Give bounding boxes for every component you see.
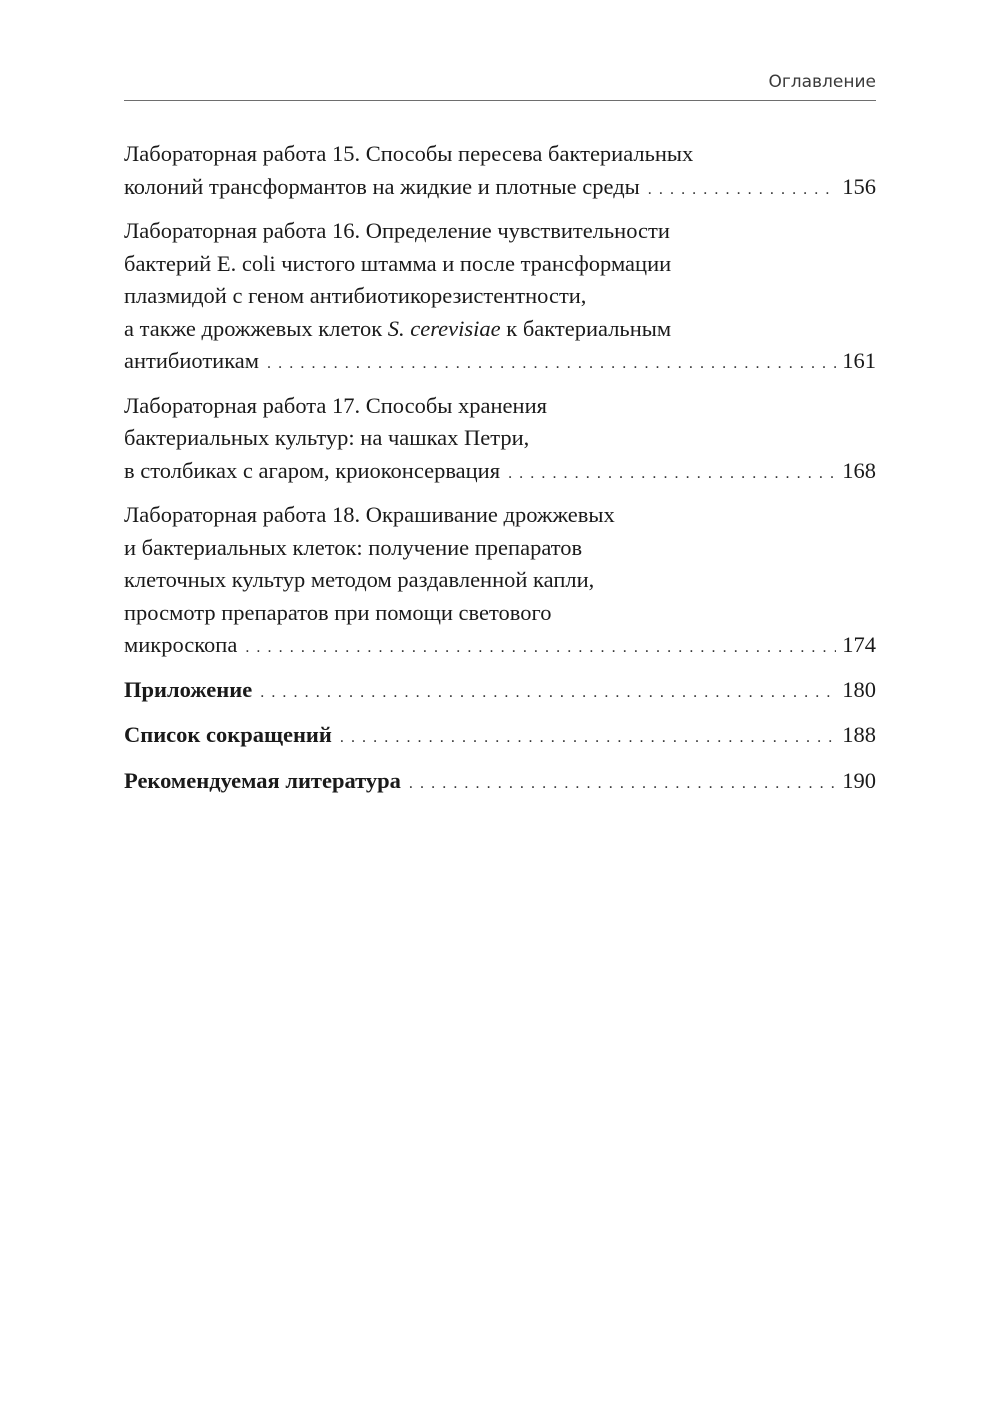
- toc-entry-title-end: микроскопа: [124, 632, 238, 657]
- toc-entry-last-line: [124, 765, 876, 798]
- toc-entry-line: плазмидой с геном антибиотикорезистентности,: [124, 283, 587, 308]
- toc-entry-lab-16[interactable]: [124, 215, 876, 378]
- table-of-contents: [124, 138, 876, 810]
- toc-entry-line: и бактериальных клеток: получение препаратов: [124, 534, 583, 560]
- toc-entry-line: Лабораторная работа 15. Способы пересева бактериальных: [124, 141, 694, 166]
- toc-entry-line: Лабораторная работа 16. Определение чувствительности: [124, 218, 670, 243]
- toc-entry-last-line: [124, 719, 876, 752]
- toc-entry-title-end: в столбиках с агаром, криоконсервация: [124, 457, 501, 483]
- toc-entry-appendix[interactable]: [124, 674, 876, 707]
- toc-entry-last-line: [124, 629, 876, 662]
- toc-entry-line: Лабораторная работа 17. Способы хранения: [124, 392, 547, 418]
- toc-entry-text: а также дрожжевых клеток: [124, 315, 383, 341]
- page-number: 190: [842, 767, 876, 793]
- running-head-title: Оглавление: [768, 72, 876, 92]
- toc-entry-last-line: [124, 345, 876, 378]
- dot-leader: [648, 174, 836, 207]
- toc-entry-lab-15[interactable]: [124, 138, 876, 203]
- toc-entry-last-line: [124, 674, 876, 707]
- toc-entry-line: Лабораторная работа 18. Окрашивание дрожжевых: [124, 502, 615, 527]
- toc-entry-text: к бактериальным: [506, 315, 672, 341]
- toc-entry-line: клеточных культур методом раздавленной капли,: [124, 567, 595, 592]
- page-number: 174: [842, 632, 876, 657]
- toc-entry-title-end: колоний трансформантов на жидкие и плотные среды: [124, 173, 640, 199]
- page-number: 161: [842, 348, 876, 373]
- toc-entry-lab-18[interactable]: [124, 499, 876, 662]
- toc-entry-abbreviations[interactable]: [124, 719, 876, 752]
- toc-entry-line: просмотр препаратов при помощи светового: [124, 599, 552, 625]
- page-number: 180: [842, 676, 876, 702]
- dot-leader: [245, 632, 836, 665]
- toc-entry-last-line: [124, 171, 876, 204]
- page-number: 188: [842, 722, 876, 747]
- toc-entry-line: бактерий E. coli чистого штамма и после трансформации: [124, 250, 672, 276]
- dot-leader: [267, 348, 836, 381]
- dot-leader: [340, 722, 836, 755]
- toc-entry-title: Рекомендуемая литература: [124, 767, 401, 793]
- running-head: [124, 66, 876, 101]
- toc-entry-lab-17[interactable]: [124, 390, 876, 488]
- species-name: S. cerevisiae: [387, 315, 501, 341]
- toc-entry-line: бактериальных культур: на чашках Петри,: [124, 425, 530, 450]
- dot-leader: [260, 677, 836, 710]
- toc-entry-last-line: [124, 455, 876, 488]
- page-number: 168: [842, 457, 876, 483]
- dot-leader: [508, 458, 836, 491]
- toc-entry-title-end: антибиотикам: [124, 348, 260, 373]
- toc-entry-literature[interactable]: [124, 765, 876, 798]
- dot-leader: [409, 768, 836, 801]
- toc-entry-title: Приложение: [124, 676, 253, 702]
- toc-entry-line: [124, 313, 876, 346]
- page-number: 156: [842, 173, 876, 199]
- toc-entry-title: Список сокращений: [124, 722, 332, 747]
